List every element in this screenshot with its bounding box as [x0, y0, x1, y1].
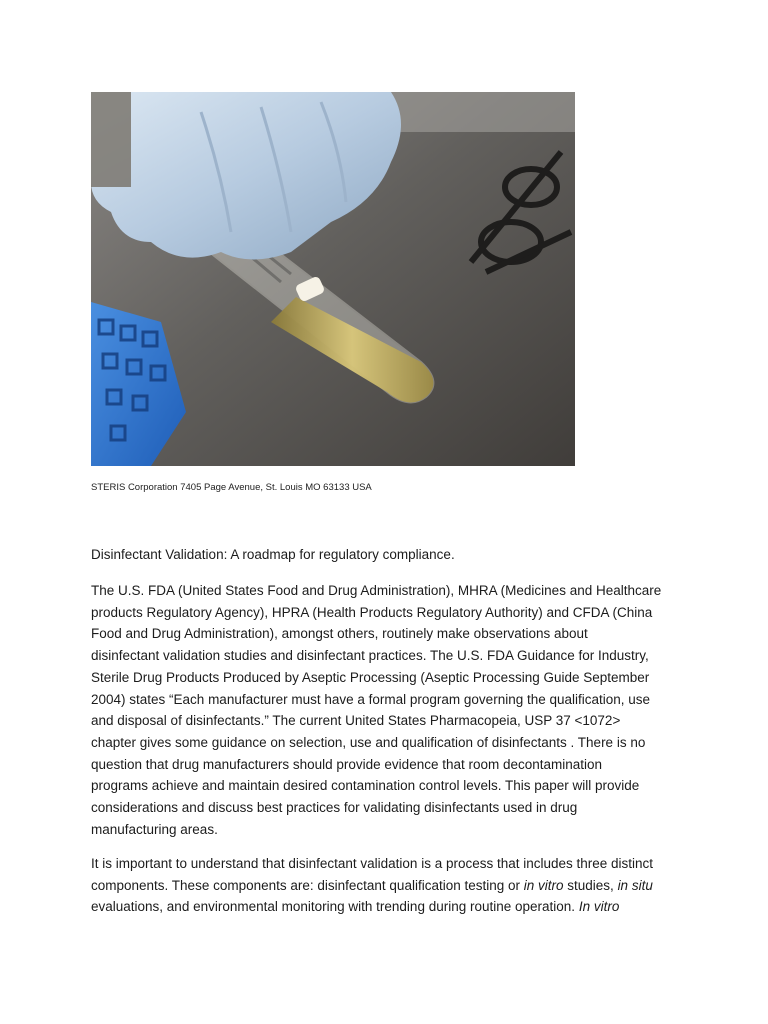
paragraph-line: [91, 853, 691, 875]
paragraph-line: Food and Drug Administration), amongst others, routinely make observations about: [91, 626, 588, 642]
photo-caption: STERIS Corporation 7405 Page Avenue, St. Louis MO 63133 USA: [91, 482, 372, 493]
paragraph-line: 2004) states “Each manufacturer must have a formal program governing the qualification, use: [91, 691, 651, 707]
background-equipment: [381, 92, 575, 132]
italic-term: In vitro: [578, 899, 620, 915]
paragraph-line: question that drug manufacturers should provide evidence that room decontamination: [91, 756, 603, 772]
paragraph-line: programs achieve and maintain desired contamination control levels. This paper will provide: [91, 778, 640, 794]
lab-photo: [91, 92, 575, 466]
italic-term: in vitro: [523, 877, 564, 893]
components-paragraph: [91, 853, 691, 918]
intro-paragraph: [91, 580, 691, 840]
paragraph-text: It is important to understand that disinfectant validation is a process that includes three distinct: [91, 856, 654, 871]
paragraph-line: products Regulatory Agency), HPRA (Health Products Regulatory Authority) and CFDA (China: [91, 604, 653, 620]
paragraph-line: considerations and discuss best practices for validating disinfectants used in drug: [91, 800, 578, 816]
paragraph-line: manufacturing areas.: [91, 821, 218, 837]
paragraph-line: [91, 875, 691, 897]
paragraph-text: components. These components are: disinfectant qualification testing or: [91, 877, 524, 893]
paragraph-line: disinfectant validation studies and disinfectant practices. The U.S. FDA Guidance for Industry,: [91, 648, 649, 664]
paragraph-line: Sterile Drug Products Produced by Aseptic Processing (Aseptic Processing Guide September: [91, 669, 650, 685]
document-title: Disinfectant Validation: A roadmap for regulatory compliance.: [91, 547, 455, 562]
paragraph-line: chapter gives some guidance on selection, use and qualification of disinfectants . There is no: [91, 734, 646, 750]
paragraph-line: and disposal of disinfectants.” The current United States Pharmacopeia, USP 37 <1072>: [91, 713, 621, 729]
paragraph-line: The U.S. FDA (United States Food and Drug Administration), MHRA (Medicines and Healthcare: [91, 583, 662, 598]
lab-photo-drawing: [91, 92, 575, 466]
paragraph-line: [91, 896, 691, 918]
paragraph-text: studies,: [563, 877, 618, 893]
wristwatch: [91, 92, 131, 187]
italic-term: in situ: [617, 877, 653, 893]
paragraph-text: evaluations, and environmental monitoring with trending during routine operation.: [91, 899, 579, 915]
